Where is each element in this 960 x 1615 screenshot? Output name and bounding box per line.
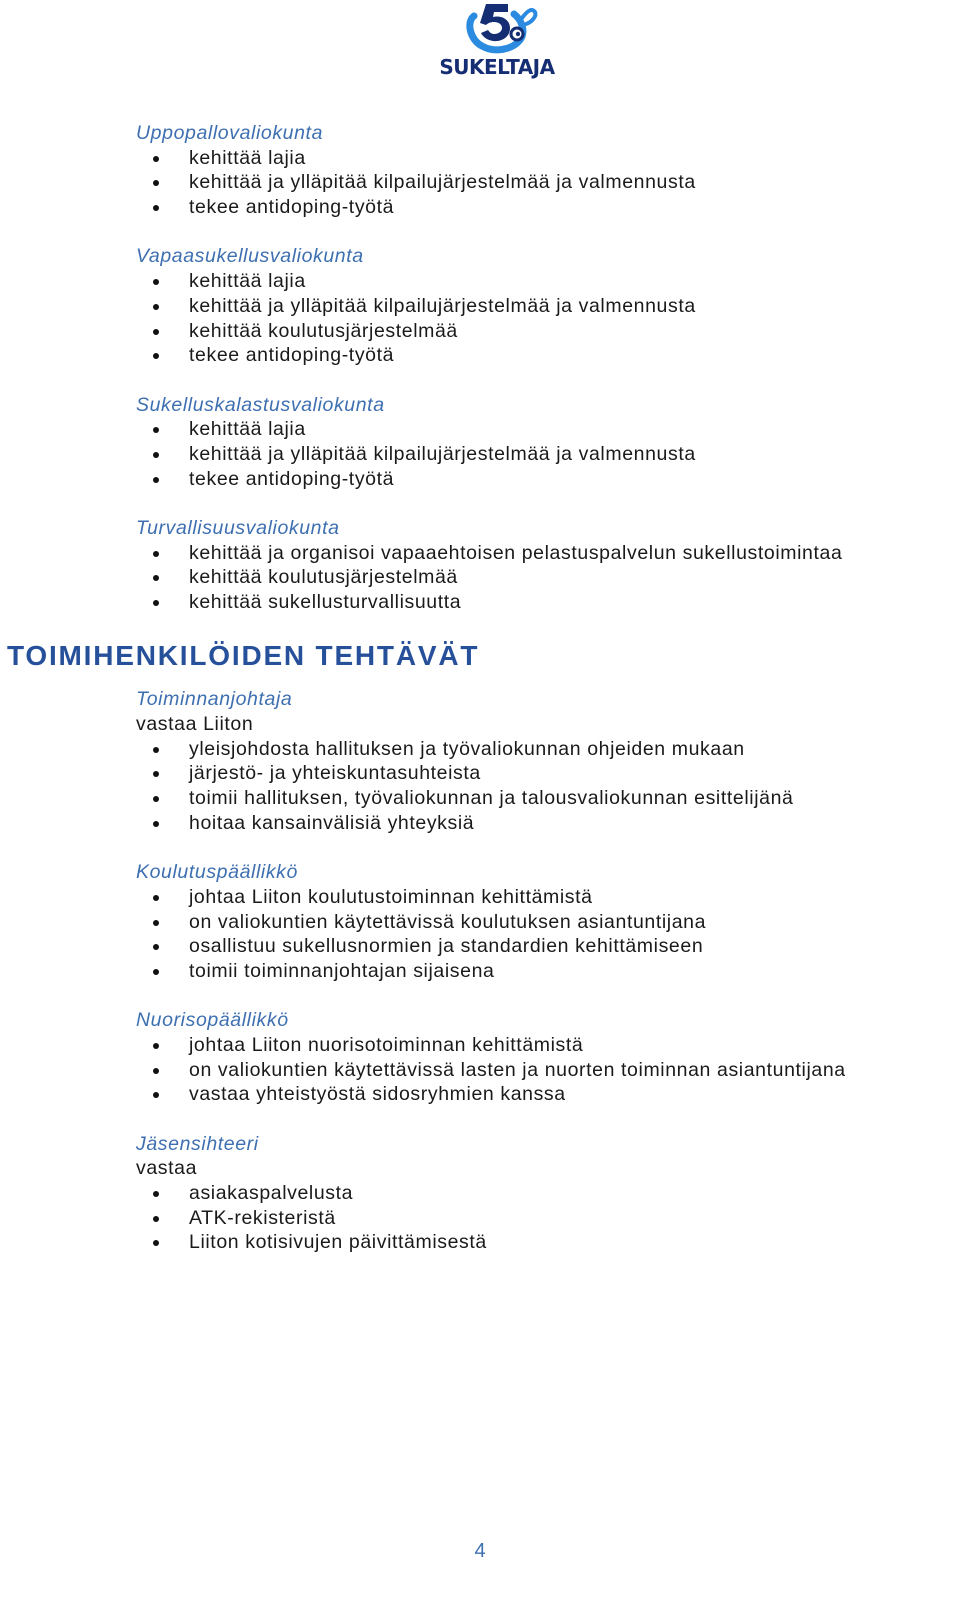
section-heading: Koulutuspäällikkö (136, 861, 298, 884)
section-koulutuspaallikko (136, 860, 960, 984)
list-item: on valiokuntien käytettävissä koulutuksen asiantuntijana (136, 910, 960, 935)
list-item: kehittää ja organisoi vapaaehtoisen pelastuspalvelun sukellustoimintaa (136, 541, 960, 566)
section-heading: Uppopallovaliokunta (136, 122, 324, 144)
list-item: asiakaspalvelusta (136, 1181, 960, 1206)
bullet-list (136, 541, 960, 615)
list-item: kehittää ja ylläpitää kilpailujärjestelmää ja valmennusta (136, 442, 960, 467)
list-item: kehittää koulutusjärjestelmää (136, 565, 960, 590)
list-item: tekee antidoping-työtä (136, 343, 960, 368)
list-item: tekee antidoping-työtä (136, 467, 960, 492)
list-item: järjestö- ja yhteiskuntasuhteista (136, 761, 960, 786)
section-intro: vastaa Liiton (136, 713, 254, 736)
section-uppopallovaliokunta (136, 121, 960, 220)
list-item: johtaa Liiton koulutustoiminnan kehittämistä (136, 885, 960, 910)
bullet-list (136, 146, 960, 220)
section-toiminnanjohtaja (136, 687, 960, 835)
diver-mascot-icon (436, 0, 558, 60)
list-item: on valiokuntien käytettävissä lasten ja nuorten toiminnan asiantuntijana (136, 1058, 960, 1083)
list-item: osallistuu sukellusnormien ja standardien kehittämiseen (136, 934, 960, 959)
list-item: kehittää lajia (136, 269, 960, 294)
section-vapaasukellusvaliokunta (136, 244, 960, 368)
section-heading: Turvallisuusvaliokunta (136, 516, 340, 539)
list-item: yleisjohdosta hallituksen ja työvaliokunnan ohjeiden mukaan (136, 737, 960, 762)
list-item: kehittää koulutusjärjestelmää (136, 319, 960, 344)
section-heading: Sukelluskalastusvaliokunta (136, 393, 385, 416)
list-item: toimii toiminnanjohtajan sijaisena (136, 959, 960, 984)
list-item: ATK-rekisteristä (136, 1206, 960, 1231)
bullet-list (136, 737, 960, 836)
list-item: hoitaa kansainvälisiä yhteyksiä (136, 811, 960, 836)
section-heading: Toiminnanjohtaja (136, 688, 293, 711)
section-heading: Vapaasukellusvaliokunta (136, 245, 364, 268)
section-heading: Nuorisopäällikkö (136, 1009, 289, 1032)
main-heading: TOIMIHENKILÖIDEN TEHTÄVÄT (7, 640, 480, 672)
list-item: kehittää ja ylläpitää kilpailujärjestelmää ja valmennusta (136, 294, 960, 319)
list-item: toimii hallituksen, työvaliokunnan ja talousvaliokunnan esittelijänä (136, 786, 960, 811)
section-intro: vastaa (136, 1157, 198, 1180)
section-nuorisopaallikko (136, 1008, 960, 1107)
bullet-list (136, 269, 960, 368)
section-sukelluskalastusvaliokunta (136, 393, 960, 492)
list-item: Liiton kotisivujen päivittämisestä (136, 1230, 960, 1255)
logo-text: SUKELTAJA (439, 55, 555, 79)
list-item: vastaa yhteistyöstä sidosryhmien kanssa (136, 1082, 960, 1107)
bullet-list (136, 885, 960, 984)
bullet-list (136, 1033, 960, 1107)
section-jasensihteeri (136, 1132, 960, 1256)
bullet-list (136, 1181, 960, 1255)
list-item: kehittää ja ylläpitää kilpailujärjestelmää ja valmennusta (136, 170, 960, 195)
list-item: kehittää lajia (136, 417, 960, 442)
list-item: johtaa Liiton nuorisotoiminnan kehittämistä (136, 1033, 960, 1058)
document-body (0, 121, 960, 1280)
list-item: kehittää lajia (136, 146, 960, 171)
page-number: 4 (474, 1540, 486, 1562)
section-heading: Jäsensihteeri (136, 1132, 259, 1155)
list-item: tekee antidoping-työtä (136, 195, 960, 220)
list-item: kehittää sukellusturvallisuutta (136, 590, 960, 615)
bullet-list (136, 417, 960, 491)
sukeltaja-logo (436, 0, 558, 84)
section-turvallisuusvaliokunta (136, 516, 960, 615)
